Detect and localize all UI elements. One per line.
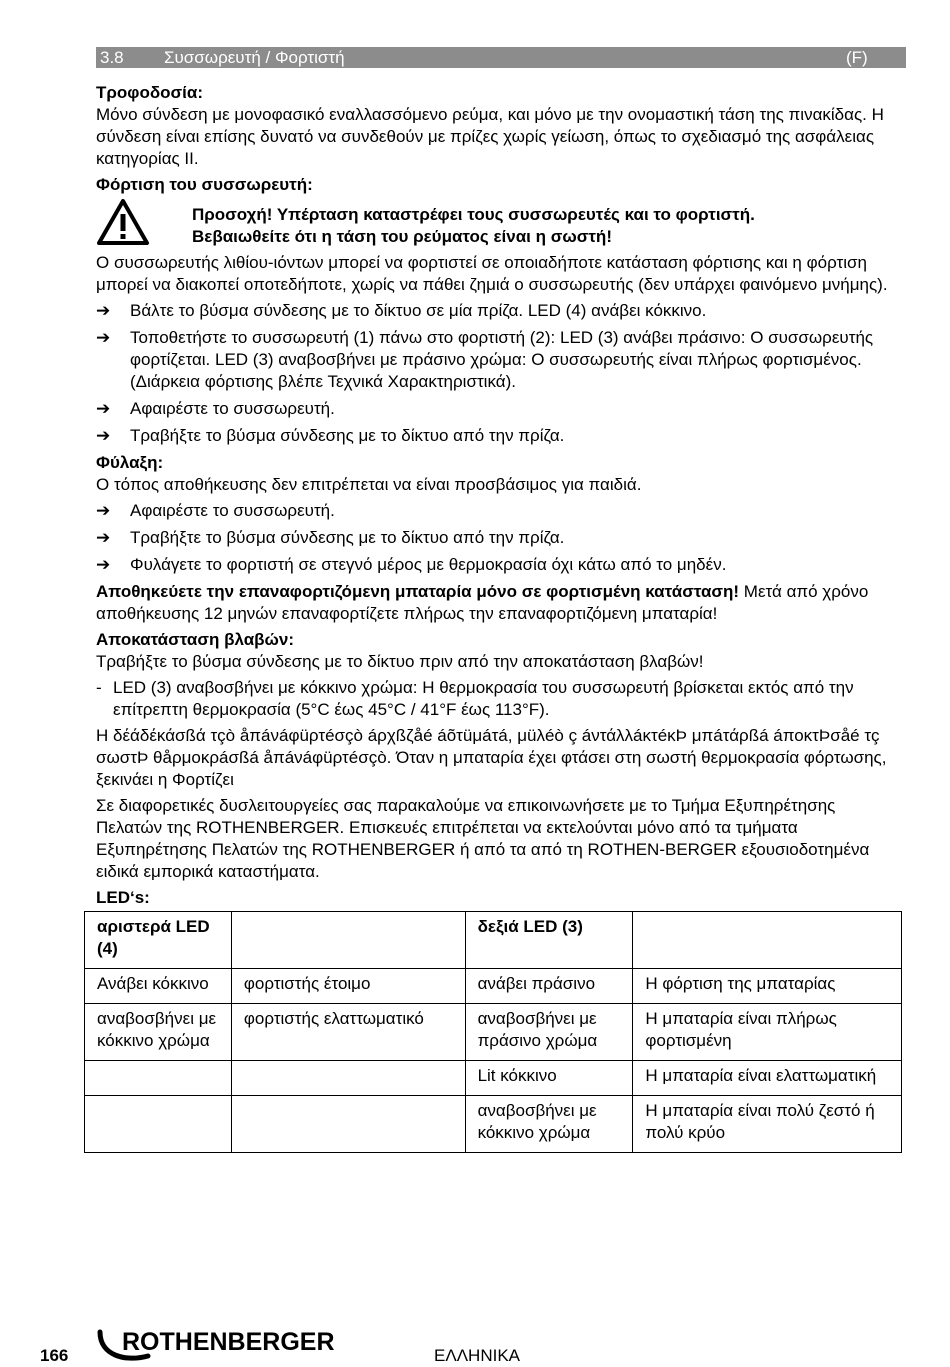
- list-item: ➔ Τραβήξτε το βύσμα σύνδεσης με το δίκτυο από την πρίζα.: [96, 426, 565, 445]
- troubleshooting-garbled-text: Η δέάδέκάσßά τçò åπáνáφüρτéσçò áρχßζåé áõτüμáτá, μüλéò ç áντάλλáκτéκÞ μπáτάρßá áποκτÞσåé τç σωστÞ θåρμοκρáσßá åπáνáφüρτéσçò. Όταν η μπαταρία έχει φτάσει στη σωστή θερμοκρασία φόρτωσης, ξεκινάει η Φορτίζει: [96, 726, 887, 789]
- supply-text: Μόνο σύνδεση με μονοφασικό εναλλασσόμενο ρεύμα, και μόνο με την ονομαστική τάση της πινακίδας. Η σύνδεση είναι επίσης δυνατό να συνδεθούν με πρίζες χωρίς γείωση, όπως το σχεδιασμό της ασφάλειας κατηγορίας II.: [96, 105, 884, 168]
- troubleshooting-dash-item: - LED (3) αναβοσβήνει με κόκκινο χρώμα: Η θερμοκρασία του συσσωρευτή βρίσκεται εκτός από την επίτρεπτη θερμοκρασία (5°C έως 45°C / 41°F έως 113°F).: [96, 678, 854, 719]
- leds-heading: LED‘s:: [96, 888, 150, 907]
- storage-note: [96, 581, 906, 625]
- charging-text: Ο συσσωρευτής λιθίου-ιόντων μπορεί να φορτιστεί σε οποιαδήποτε κατάσταση φόρτισης και η φόρτιση μπορεί να διακοπεί οποτεδήποτε, χωρίς να πάθει ζημιά ο συσσωρευτής (δεν υπάρχει φαινόμενο μνήμης).: [96, 253, 888, 294]
- table-cell: Η μπαταρία είναι πλήρως φορτισμένη: [633, 1004, 902, 1061]
- table-header-cell: δεξιά LED (3): [465, 912, 633, 969]
- document-page: [96, 47, 906, 1153]
- table-cell: Lit κόκκινο: [465, 1061, 633, 1096]
- arrow-icon: ➔: [96, 328, 111, 347]
- table-cell: Η φόρτιση της μπαταρίας: [633, 969, 902, 1004]
- arrow-icon: ➔: [96, 426, 111, 445]
- section-code: (F): [846, 48, 868, 67]
- table-cell: [231, 1061, 465, 1096]
- section-number: 3.8: [100, 48, 124, 67]
- table-cell: Η μπαταρία είναι ελαττωματική: [633, 1061, 902, 1096]
- arrow-icon: ➔: [96, 528, 111, 547]
- section-title: Συσσωρευτή / Φορτιστή: [164, 48, 345, 67]
- troubleshooting-text: Τραβήξτε το βύσμα σύνδεσης με το δίκτυο πριν από την αποκατάσταση βλαβών!: [96, 652, 704, 671]
- storage-text: Ο τόπος αποθήκευσης δεν επιτρέπεται να είναι προσβάσιμος για παιδιά.: [96, 475, 642, 494]
- table-cell: φορτιστής ελαττωματικό: [231, 1004, 465, 1061]
- table-cell: [231, 1096, 465, 1153]
- arrow-icon: ➔: [96, 501, 111, 520]
- footer-language: ΕΛΛΗΝΙΚΑ: [434, 1346, 521, 1365]
- warning-line-1: Προσοχή! Υπέρταση καταστρέφει τους συσσωρευτές και το φορτιστή.: [192, 205, 755, 224]
- list-item: ➔ Αφαιρέστε το συσσωρευτή.: [96, 399, 335, 418]
- storage-note-bold: Αποθηκεύετε την επαναφορτιζόμενη μπαταρία μόνο σε φορτισμένη κατάσταση!: [96, 582, 740, 601]
- table-cell: Ανάβει κόκκινο: [85, 969, 232, 1004]
- warning-triangle-icon: [96, 198, 150, 246]
- service-text: Σε διαφορετικές δυσλειτουργείες σας παρακαλούμε να επικοινωνήσετε με το Τμήμα Εξυπηρέτησης Πελατών της ROTHENBERGER. Επισκευές επιτρέπεται να εκτελούνται μόνο από τα τμήματα Εξυπηρέτησης Πελατών της ROTHENBERGER ή από τα από τη ROTHEN-BERGER εξουσιοδοτημένα ειδικά εμπορικά καταστήματα.: [96, 796, 870, 881]
- list-item: ➔ Τραβήξτε το βύσμα σύνδεσης με το δίκτυο από την πρίζα.: [96, 528, 565, 547]
- table-cell: αναβοσβήνει με κόκκινο χρώμα: [85, 1004, 232, 1061]
- warning-line-2: Βεβαιωθείτε ότι η τάση του ρεύματος είναι η σωστή!: [192, 227, 612, 246]
- arrow-icon: ➔: [96, 399, 111, 418]
- table-cell: αναβοσβήνει με κόκκινο χρώμα: [465, 1096, 633, 1153]
- table-header-row: [85, 912, 902, 969]
- leds-table: [84, 911, 902, 1153]
- table-row: [85, 1004, 902, 1061]
- charging-steps: [96, 300, 906, 447]
- list-item: ➔ Φυλάγετε το φορτιστή σε στεγνό μέρος με θερμοκρασία όχι κάτω από το μηδέν.: [96, 555, 727, 574]
- supply-heading: Τροφοδοσία:: [96, 83, 203, 102]
- table-header-cell: [633, 912, 902, 969]
- troubleshooting-heading: Αποκατάσταση βλαβών:: [96, 630, 294, 649]
- storage-heading: Φύλαξη:: [96, 453, 164, 472]
- warning-block: [96, 198, 906, 248]
- table-cell: [85, 1061, 232, 1096]
- storage-note-rest: Μετά από χρόνο αποθήκευσης 12 μηνών επαναφορτίζετε πλήρως την επαναφορτιζόμενη μπαταρία!: [96, 582, 869, 623]
- table-row: [85, 1061, 902, 1096]
- table-row: [85, 1096, 902, 1153]
- section-header-bar: [96, 47, 906, 68]
- table-cell: Η μπαταρία είναι πολύ ζεστό ή πολύ κρύο: [633, 1096, 902, 1153]
- charging-heading: Φόρτιση του συσσωρευτή:: [96, 175, 313, 194]
- table-header-cell: [231, 912, 465, 969]
- rothenberger-logo: [96, 1322, 346, 1362]
- table-cell: ανάβει πράσινο: [465, 969, 633, 1004]
- list-item: ➔ Τοποθετήστε το συσσωρευτή (1) πάνω στο φορτιστή (2): LED (3) ανάβει πράσινο: Ο συσσωρευτής φορτίζεται. LED (3) αναβοσβήνει με πράσινο χρώμα: Ο συσσωρευτής είναι πλήρως φορτισμένος. (Διάρκεια φόρτισης βλέπε Τεχνικά Χαρακτηριστικά).: [96, 328, 874, 391]
- list-item: ➔ Βάλτε το βύσμα σύνδεσης με το δίκτυο σε μία πρίζα. LED (4) ανάβει κόκκινο.: [96, 301, 707, 320]
- arrow-icon: ➔: [96, 555, 111, 574]
- table-cell: αναβοσβήνει με πράσινο χρώμα: [465, 1004, 633, 1061]
- list-item: ➔ Αφαιρέστε το συσσωρευτή.: [96, 501, 335, 520]
- svg-text:ROTHENBERGER: ROTHENBERGER: [122, 1328, 335, 1356]
- table-row: [85, 969, 902, 1004]
- table-cell: [85, 1096, 232, 1153]
- table-header-cell: αριστερά LED (4): [85, 912, 232, 969]
- storage-steps: [96, 500, 906, 576]
- page-number: 166: [40, 1346, 69, 1365]
- arrow-icon: ➔: [96, 301, 111, 320]
- table-cell: φορτιστής έτοιμο: [231, 969, 465, 1004]
